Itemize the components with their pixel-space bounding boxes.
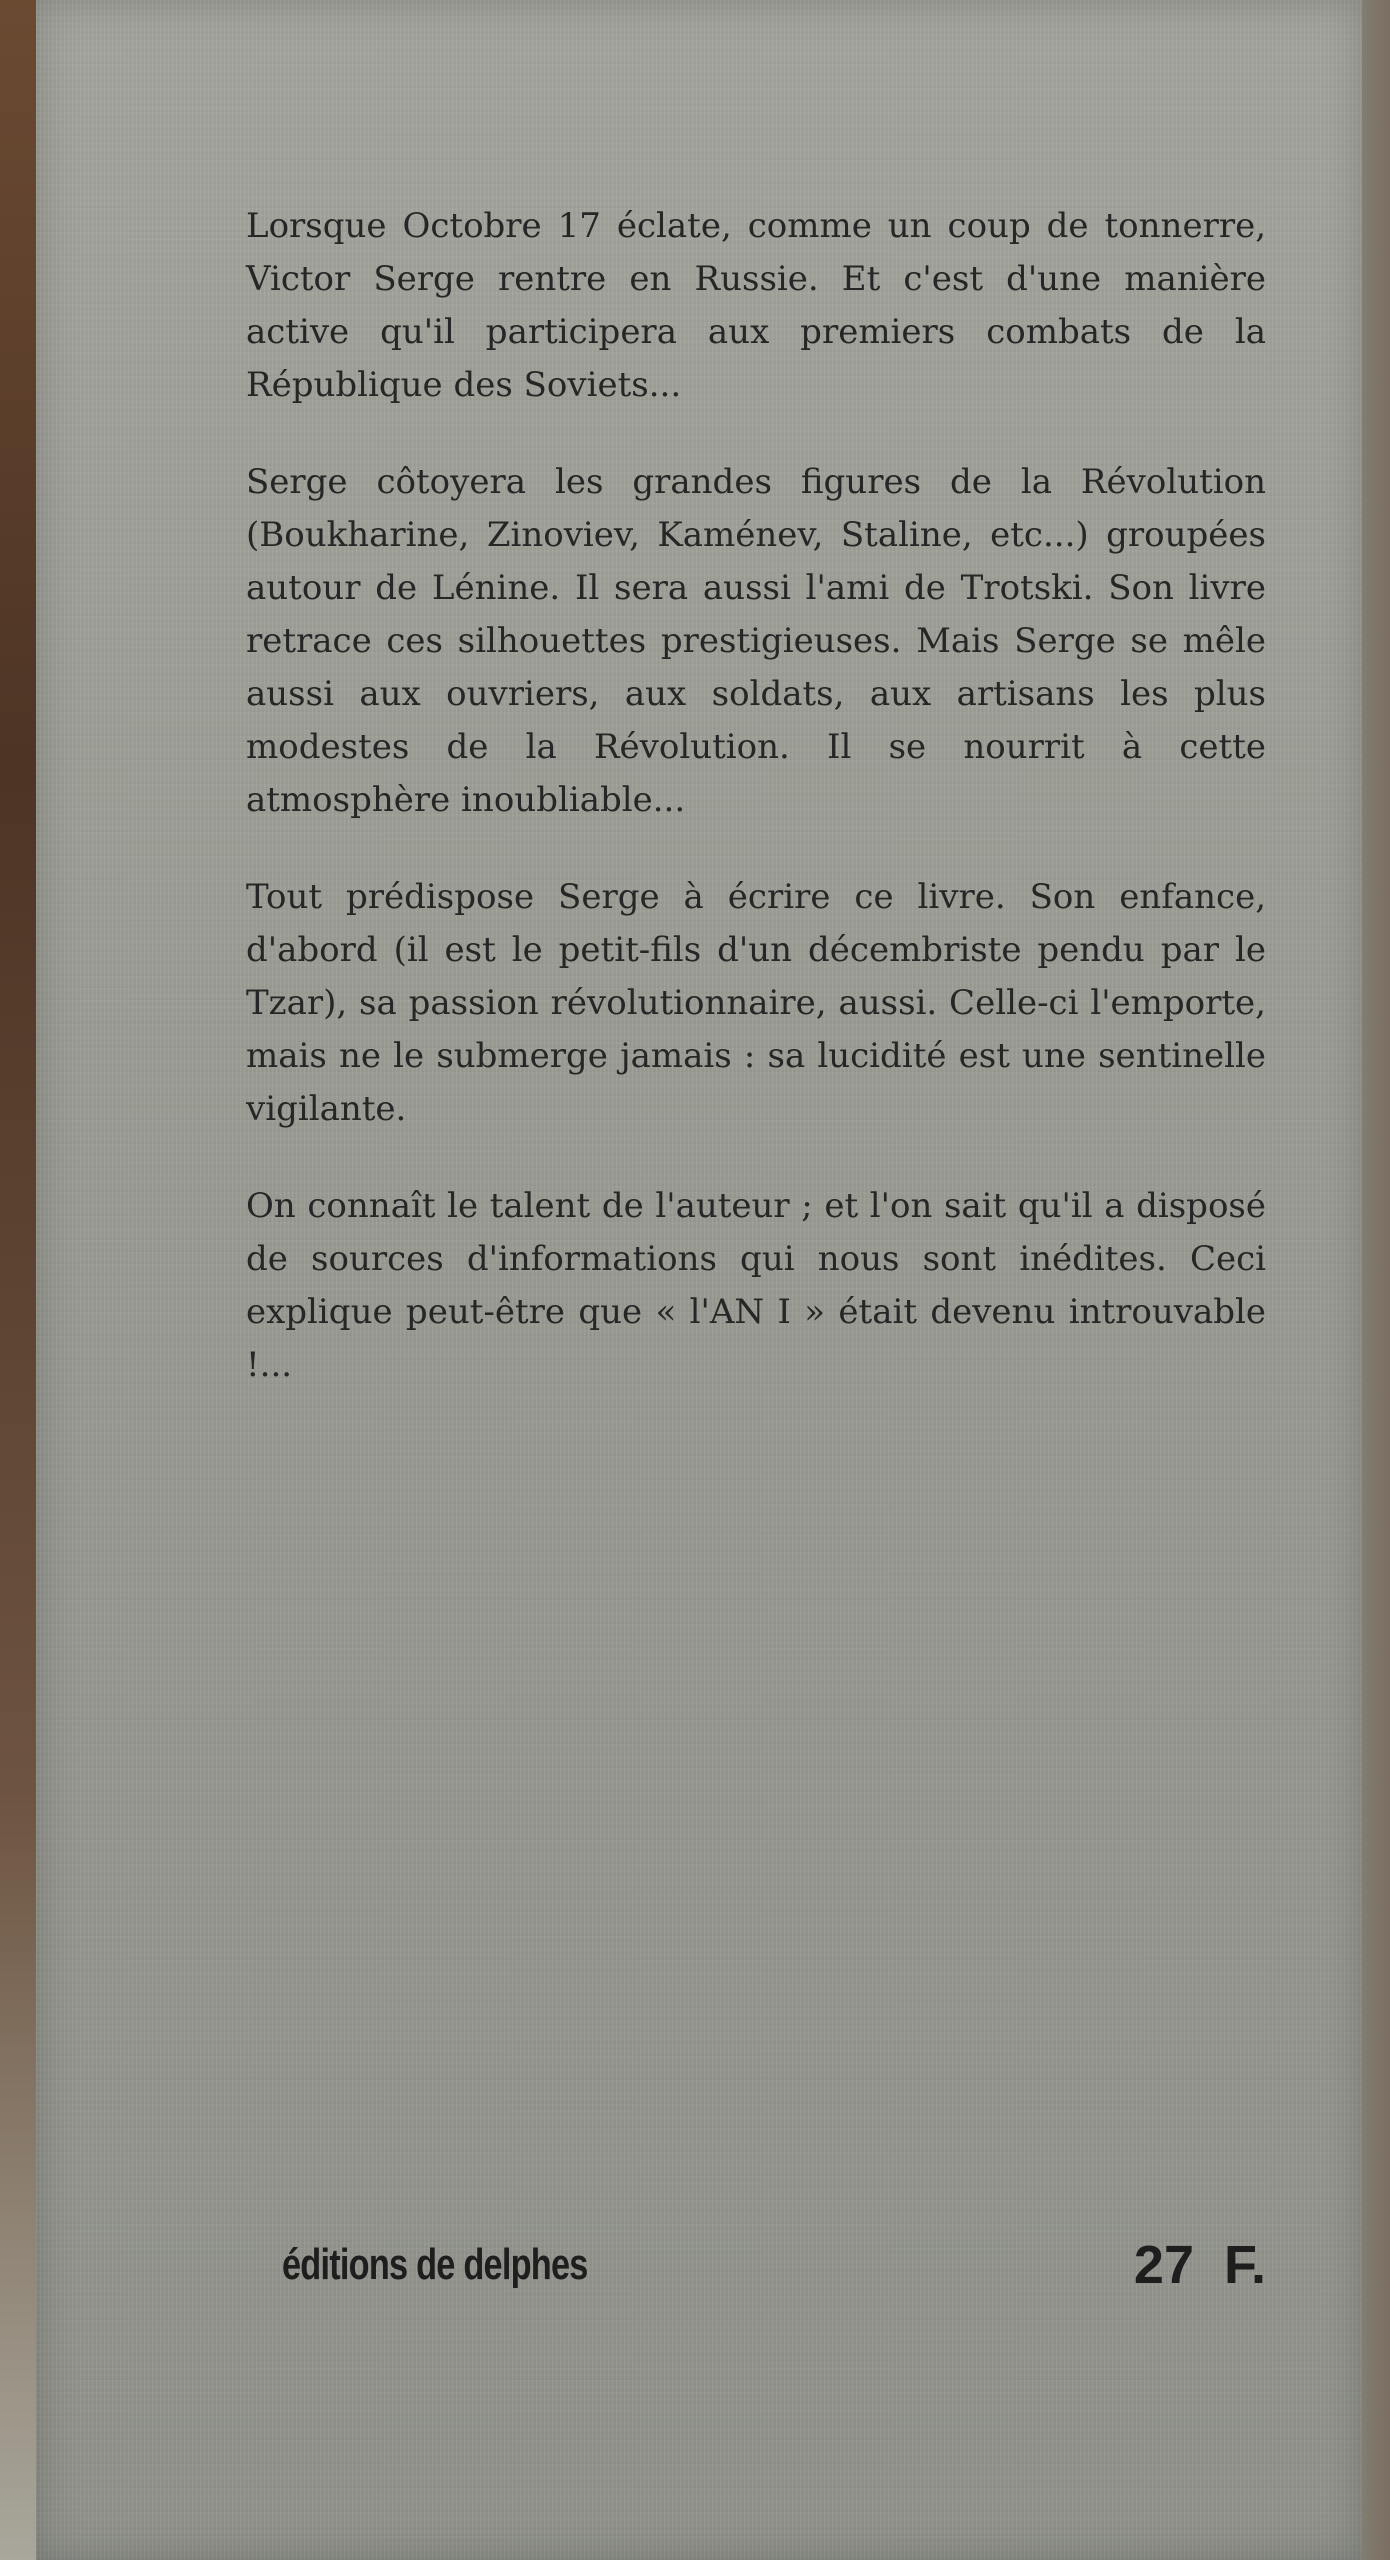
publisher-name: éditions de delphes xyxy=(282,2240,588,2289)
blurb-text xyxy=(246,200,1266,1436)
background-edge xyxy=(0,0,36,2560)
price-label: 27 F. xyxy=(1133,2235,1266,2295)
blurb-paragraph-3: Tout prédispose Serge à écrire ce livre. Son enfance, d'abord (il est le petit-fils d'un décembriste pendu par le Tzar), sa passion révolutionnaire, aussi. Celle-ci l'emporte, mais ne le submerge jamais : sa lucidité est une sentinelle vigilante. xyxy=(246,877,1266,1129)
blurb-paragraph-4: On connaît le talent de l'auteur ; et l'on sait qu'il a disposé de sources d'informations qui nous sont inédites. Ceci explique peut-être que « l'AN I » était devenu introuvable !... xyxy=(246,1186,1266,1385)
cover-footer xyxy=(246,2235,1266,2310)
blurb-paragraph-1: Lorsque Octobre 17 éclate, comme un coup de tonnerre, Victor Serge rentre en Russie. Et c'est d'une manière active qu'il participera aux premiers combats de la République des Soviets... xyxy=(246,206,1266,405)
blurb-paragraph-2: Serge côtoyera les grandes figures de la Révolution (Boukharine, Zinoviev, Kaménev, Staline, etc...) groupées autour de Lénine. Il sera aussi l'ami de Trotski. Son livre retrace ces silhouettes prestigieuses. Mais Serge se mêle aussi aux ouvriers, aux soldats, aux artisans les plus modestes de la Révolution. Il se nourrit à cette atmosphère inoubliable... xyxy=(246,462,1266,820)
